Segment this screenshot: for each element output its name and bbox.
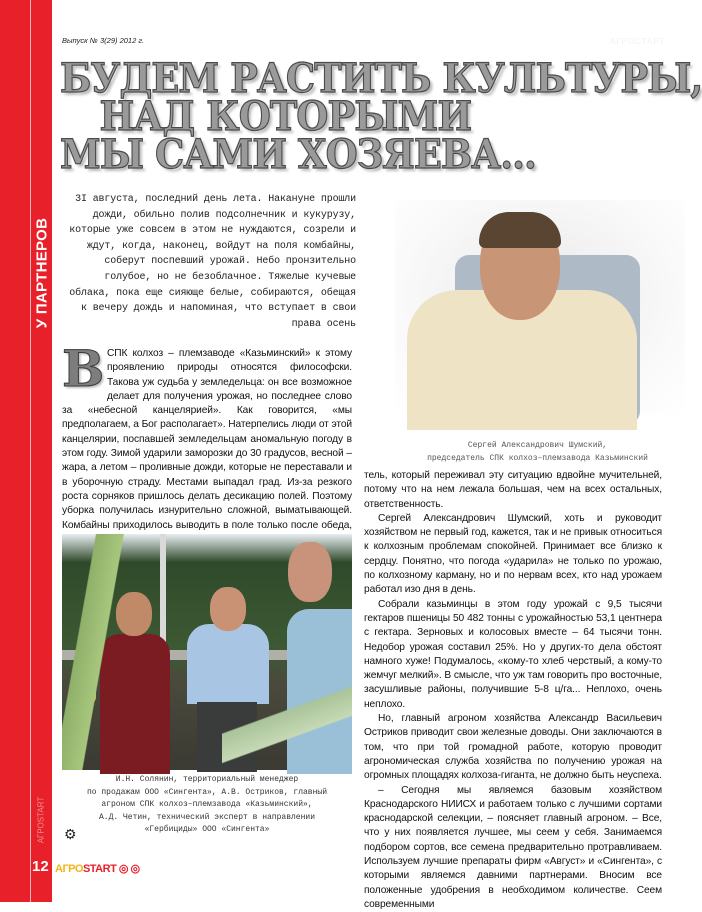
group-photo-caption: И.Н. Солянин, территориальный менеджер по продажам ООО «Сингента», А.В. Остриков, главный агроном СПК колхоз–племзавода «Казьминский», А.Д. Четин, технический эксперт в направлении «Гербициды» ООО «Сингента» bbox=[86, 775, 328, 834]
portrait-caption: Сергей Александрович Шумский, председатель СПК колхоз–племзавода Казьминский bbox=[427, 441, 648, 463]
paragraph: Собрали казьминцы в этом году урожай с 9,5 тысячи гектаров пшеницы 50 482 тонны с урожайностью 53,1 центнера с гектара. Зерновых и колосовых вместе – 64 тысячи тонн. Недобор урожая составил 25%. Но у других-то дела обстоят намного хуже! Подумалось, «кому-то хлеб черствый, а кому-то жемчуг мелкий». В смысле, что уж там говорить про восточные, засушливые районы, получившие 5-8 ц/га... Неплохо, очень неплохо. bbox=[364, 598, 662, 710]
sidebar-divider-line bbox=[30, 0, 31, 902]
drop-cap-box bbox=[62, 339, 105, 398]
tractor-wheel-emblem-icon: ⚙ bbox=[64, 826, 77, 842]
portrait-photo bbox=[395, 200, 685, 415]
sidebar-watermark: АГРОSTART bbox=[36, 796, 46, 844]
article-column-right bbox=[364, 469, 662, 912]
issue-number: Выпуск № 3(29) 2012 г. bbox=[62, 36, 145, 45]
header-watermark: АГРОСТАРТ bbox=[610, 37, 666, 46]
article-headline bbox=[60, 55, 702, 178]
red-sidebar bbox=[0, 0, 52, 902]
logo-symbols-icon: ◎ ◎ bbox=[118, 863, 140, 875]
headline-line: БУДЕМ РАСТИТЬ КУЛЬТУРЫ, bbox=[60, 55, 702, 102]
page-number: 12 bbox=[32, 858, 49, 875]
paragraph: СПК колхоз – племзаводе «Казьминский» к этому проявлению природы относятся философски. Такова уж судьба у земледельца: он все возможное делает для получения урожая, но последнее слово за «небесной канцелярией». Как говорится, «мы предполагаем, а Бог располагает». Натерпелись люди от этой канцелярии, поспавшей земледельцам аномальную погоду в этом году. Зимой ударили заморозки до 30 градусов, весной – жара, а летом – проливные дожди, которые не переставали и в уборочную страду. Местами выпадал град. Из-за резкого роста сорняков пришлось делать десикацию полей. Поэтому уборка получилась изнурительно сложной, выматывающей. Комбайны приходилось выводить в поле только после обеда, bbox=[62, 348, 352, 531]
article-lead: 3I августа, последний день лета. Накануне прошли дожди, обильно полив подсолнечник и кукурузу, которые уже совсем в этом не нуждаются, созрели и ждут, когда, наконец, войдут на поля комбайны, соберут поспевший урожай. Небо пронзительно голубое, но не безоблачное. Тяжелые кучевые облака, пока еще сияюще белые, собираются, обещая к вечеру дождь и напоминая, что вступает в свои права осень bbox=[69, 194, 356, 330]
paragraph: тель, который переживал эту ситуацию вдвойне мучительней, потому что на нем лежала большая, чем на всех остальных, ответственность. bbox=[364, 470, 662, 510]
hair bbox=[479, 212, 561, 248]
paragraph: – Сегодня мы являемся базовым хозяйством Краснодарского НИИСХ и работаем только с лучшими сортами краснодарской селекции, – поясняет главный агроном. – Все, что у них появляется лучшее, мы сеем у себя. Занимаемся подбором сортов, все семена предварительно протравливаем. Используем лучшие препараты фирм «Август» и «Сингента», с которыми являемся давними партнерами. Вносим все положенные удобрения в необходимом количестве. Сеем современными bbox=[364, 784, 662, 910]
headline-line: НАД КОТОРЫМИ bbox=[99, 93, 472, 140]
corn-leaf bbox=[222, 674, 352, 774]
group-photo-cornfield bbox=[62, 534, 352, 770]
corn-leaf bbox=[62, 534, 132, 770]
paragraph: Сергей Александрович Шумский, хоть и руководит хозяйством не первый год, кажется, так и не привык относиться к колхозным проблемам спокойней. Принимает все близко к сердцу. Понятно, что погода «ударила» не только по урожаю, по колхозному карману, но и по нервам всех, кто над урожаем работал изо дня в день. bbox=[364, 512, 662, 596]
agrostart-logo: АГРОSTART ◎ ◎ bbox=[55, 863, 140, 875]
person-head bbox=[288, 542, 332, 602]
article-column-left bbox=[62, 339, 352, 561]
section-label: У ПАРТНЕРОВ bbox=[33, 217, 51, 329]
headline-line: МЫ САМИ ХОЗЯЕВА... bbox=[60, 131, 536, 178]
drop-cap: В bbox=[62, 339, 105, 398]
paragraph: Но, главный агроном хозяйства Александр Васильевич Остриков приводит свои железные доводы. Они заключаются в том, что при той громадной работе, которую проводит агрономическая служба хозяйства по получению урожая на огромных площадях колхоза-гиганта, не должно быть неуспеха. bbox=[364, 713, 662, 782]
person-head bbox=[210, 587, 246, 631]
